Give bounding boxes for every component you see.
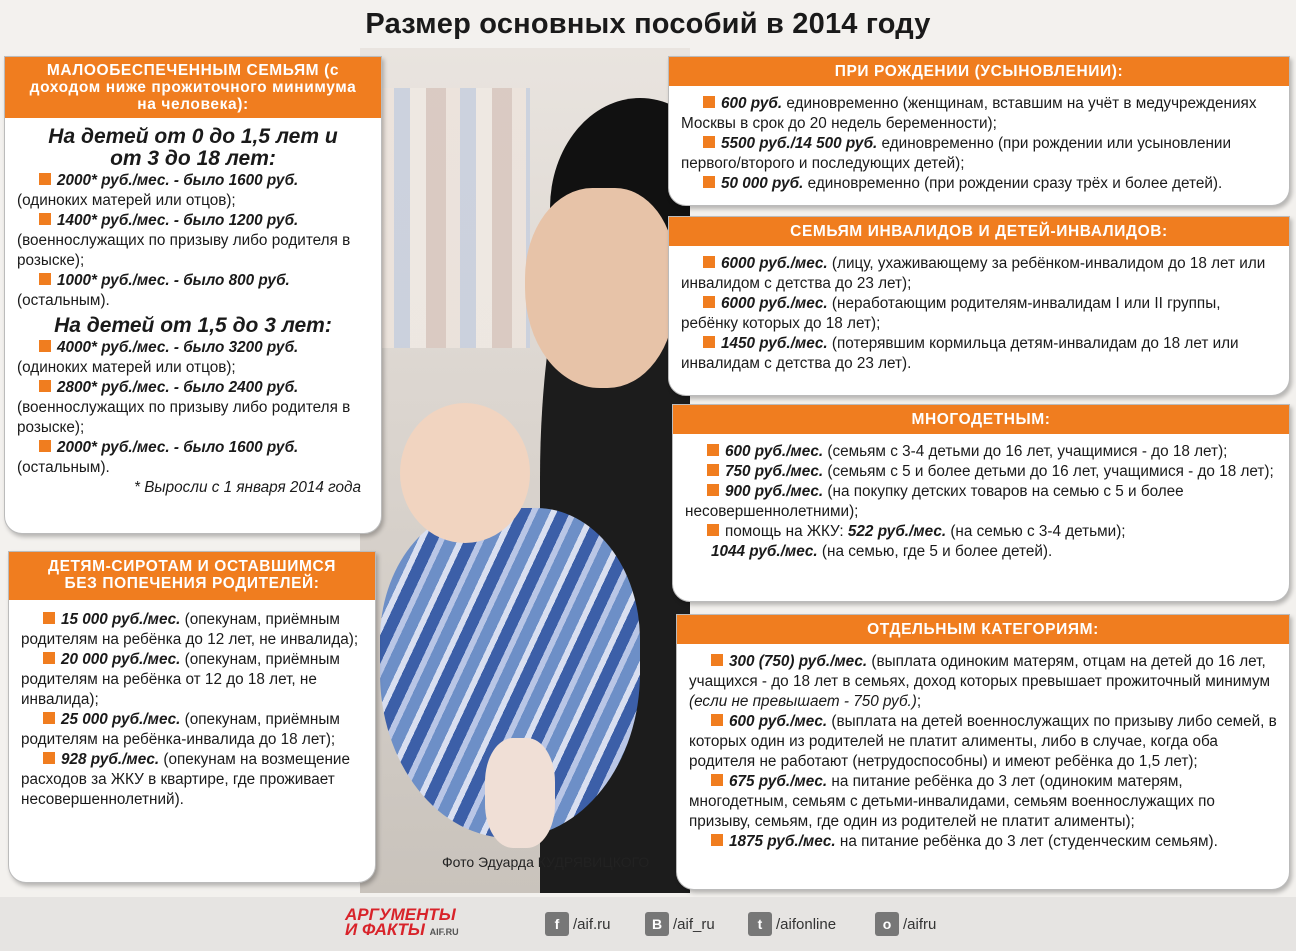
amount: 4000* руб./мес. - было 3200 руб.: [57, 339, 299, 356]
description: единовременно (при рождении сразу трёх и более детей).: [807, 175, 1223, 192]
description: единовременно (при рождении или усыновлении первого/второго и последующих детей);: [681, 135, 1232, 172]
amount: 25 000 руб./мес.: [61, 711, 181, 728]
description: (опекунам, приёмным родителям на ребёнка до 12 лет, не инвалида);: [21, 611, 359, 648]
social-label: /aifonline: [776, 915, 837, 933]
amount: 928 руб./мес.: [61, 751, 160, 768]
aif-logo[interactable]: [345, 907, 459, 940]
bullet-icon: [703, 296, 715, 308]
photo-credit: Фото Эдуарда КУДРЯВИЦКОГО: [442, 854, 650, 870]
social-label: /aifru: [903, 915, 937, 933]
punctuation: ;: [916, 693, 922, 710]
logo-line: И ФАКТЫ: [345, 920, 425, 939]
amount: 1450 руб./мес.: [721, 335, 828, 352]
description: (семьям с 5 и более детьми до 16 лет, учащимися - до 18 лет);: [827, 463, 1274, 480]
description: (опекунам на возмещение расходов за ЖКУ в квартире, где проживает несовершеннолетний).: [21, 751, 350, 808]
bullet-icon: [707, 444, 719, 456]
bullet-icon: [703, 256, 715, 268]
amount: 2000* руб./мес. - было 1600 руб.: [57, 439, 299, 456]
description: (лицу, ухаживающему за ребёнком-инвалидом до 18 лет или инвалидом с детства до 23 лет);: [681, 255, 1266, 292]
bullet-icon: [711, 834, 723, 846]
amount: 20 000 руб./мес.: [61, 651, 181, 668]
amount: 1000* руб./мес. - было 800 руб.: [57, 272, 290, 289]
bullet-icon: [703, 136, 715, 148]
bullet-icon: [39, 173, 51, 185]
amount: 300 (750) руб./мес.: [729, 653, 868, 670]
bullet-icon: [703, 336, 715, 348]
description: (военнослужащих по призыву либо родителя в розыске);: [17, 399, 351, 436]
description: (одиноких матерей или отцов);: [17, 359, 236, 376]
subheading: На детей от 1,5 до 3 лет:: [54, 314, 332, 337]
amount: 6000 руб./мес.: [721, 295, 828, 312]
amount: 675 руб./мес.: [729, 773, 828, 790]
description: (остальным).: [17, 292, 110, 309]
subheading: На детей от 0 до 1,5 лет и от 3 до 18 лет:: [48, 125, 338, 170]
box-other-categories: [676, 614, 1290, 890]
bullet-icon: [39, 273, 51, 285]
social-ok-link[interactable]: [875, 912, 936, 936]
description: (опекунам, приёмным родителям на ребёнка-инвалида до 18 лет);: [21, 711, 340, 748]
vk-icon: B: [645, 912, 669, 936]
bullet-icon: [707, 464, 719, 476]
bullet-icon: [711, 714, 723, 726]
amount: 600 руб./мес.: [729, 713, 828, 730]
bullet-icon: [707, 524, 719, 536]
description: (потерявшим кормильца детям-инвалидам до 18 лет или инвалидам с детства до 23 лет).: [681, 335, 1239, 372]
twitter-icon: t: [748, 912, 772, 936]
description: (неработающим родителям-инвалидам I или II группы, ребёнку которых до 18 лет);: [681, 295, 1221, 332]
box-birth: [668, 56, 1290, 206]
bullet-icon: [39, 213, 51, 225]
description: (выплата на детей военнослужащих по призыву либо семей, в которых один из родителей не платит алименты, либо в случае, когда оба родителя не работают (нетрудоспособны) и имеют ребёнка до 1,5 лет);: [689, 713, 1277, 770]
description: (на семью, где 5 и более детей).: [821, 543, 1053, 560]
description: на питание ребёнка до 3 лет (одиноким матерям, многодетным, семьям с детьми-инвалидами, семьям военнослужащих по призыву, семьям, где один из родителей не платит алименты);: [689, 773, 1215, 830]
box-header: ДЕТЯМ-СИРОТАМ И ОСТАВШИМСЯ БЕЗ ПОПЕЧЕНИЯ РОДИТЕЛЕЙ:: [9, 552, 375, 600]
mother-baby-photo: [360, 48, 690, 893]
description: (на семью с 3-4 детьми);: [950, 523, 1126, 540]
box-header: ОТДЕЛЬНЫМ КАТЕГОРИЯМ:: [677, 615, 1289, 644]
amount: 900 руб./мес.: [725, 483, 824, 500]
description: (остальным).: [17, 459, 110, 476]
amount: 1875 руб./мес.: [729, 833, 836, 850]
bullet-icon: [39, 340, 51, 352]
footnote: * Выросли с 1 января 2014 года: [134, 479, 361, 496]
social-facebook-link[interactable]: [545, 912, 611, 936]
bullet-icon: [43, 652, 55, 664]
bullet-icon: [707, 484, 719, 496]
amount: 6000 руб./мес.: [721, 255, 828, 272]
bullet-icon: [43, 752, 55, 764]
social-vk-link[interactable]: [645, 912, 715, 936]
box-header: МАЛООБЕСПЕЧЕННЫМ СЕМЬЯМ (с доходом ниже прожиточного минимума на человека):: [5, 57, 381, 118]
bullet-icon: [43, 612, 55, 624]
amount: 50 000 руб.: [721, 175, 804, 192]
box-large-families: [672, 404, 1290, 602]
description-note: (если не превышает - 750 руб.): [689, 693, 917, 710]
amount: 600 руб.: [721, 95, 783, 112]
amount: 600 руб./мес.: [725, 443, 824, 460]
description: помощь на ЖКУ:: [725, 523, 844, 540]
bullet-icon: [39, 440, 51, 452]
box-low-income: [4, 56, 382, 534]
facebook-icon: f: [545, 912, 569, 936]
page-title: Размер основных пособий в 2014 году: [365, 8, 931, 40]
bullet-icon: [711, 774, 723, 786]
social-label: /aif.ru: [573, 915, 611, 933]
bullet-icon: [703, 96, 715, 108]
description: единовременно (женщинам, вставшим на учёт в медучреждениях Москвы в срок до 20 недель беременности);: [681, 95, 1257, 132]
description: (на покупку детских товаров на семью с 5 и более несовершеннолетними);: [685, 483, 1184, 520]
odnoklassniki-icon: o: [875, 912, 899, 936]
logo-line: АРГУМЕНТЫ: [345, 905, 456, 924]
description: (выплата одиноким матерям, отцам на детей до 16 лет, учащихся - до 18 лет в семьях, доход которых превышает прожиточный минимум: [689, 653, 1271, 690]
bullet-icon: [39, 380, 51, 392]
amount: 750 руб./мес.: [725, 463, 824, 480]
logo-domain: AIF.RU: [429, 927, 459, 937]
amount: 5500 руб./14 500 руб.: [721, 135, 878, 152]
box-disabled: [668, 216, 1290, 396]
bullet-icon: [43, 712, 55, 724]
description: на питание ребёнка до 3 лет (студенческим семьям).: [839, 833, 1218, 850]
amount: 2000* руб./мес. - было 1600 руб.: [57, 172, 299, 189]
description: (опекунам, приёмным родителям на ребёнка от 12 до 18 лет, не инвалида);: [21, 651, 340, 708]
social-label: /aif_ru: [673, 915, 715, 933]
box-header: СЕМЬЯМ ИНВАЛИДОВ И ДЕТЕЙ-ИНВАЛИДОВ:: [669, 217, 1289, 246]
description: (одиноких матерей или отцов);: [17, 192, 236, 209]
amount: 1044 руб./мес.: [711, 543, 818, 560]
amount: 15 000 руб./мес.: [61, 611, 181, 628]
bullet-icon: [711, 654, 723, 666]
description: (семьям с 3-4 детьми до 16 лет, учащимися - до 18 лет);: [827, 443, 1228, 460]
amount: 1400* руб./мес. - было 1200 руб.: [57, 212, 299, 229]
social-twitter-link[interactable]: [748, 912, 836, 936]
amount: 522 руб./мес.: [847, 523, 947, 540]
box-header: МНОГОДЕТНЫМ:: [673, 405, 1289, 434]
box-header: ПРИ РОЖДЕНИИ (УСЫНОВЛЕНИИ):: [669, 57, 1289, 86]
bullet-icon: [703, 176, 715, 188]
amount: 2800* руб./мес. - было 2400 руб.: [57, 379, 299, 396]
box-orphans: [8, 551, 376, 883]
description: (военнослужащих по призыву либо родителя в розыске);: [17, 232, 351, 269]
